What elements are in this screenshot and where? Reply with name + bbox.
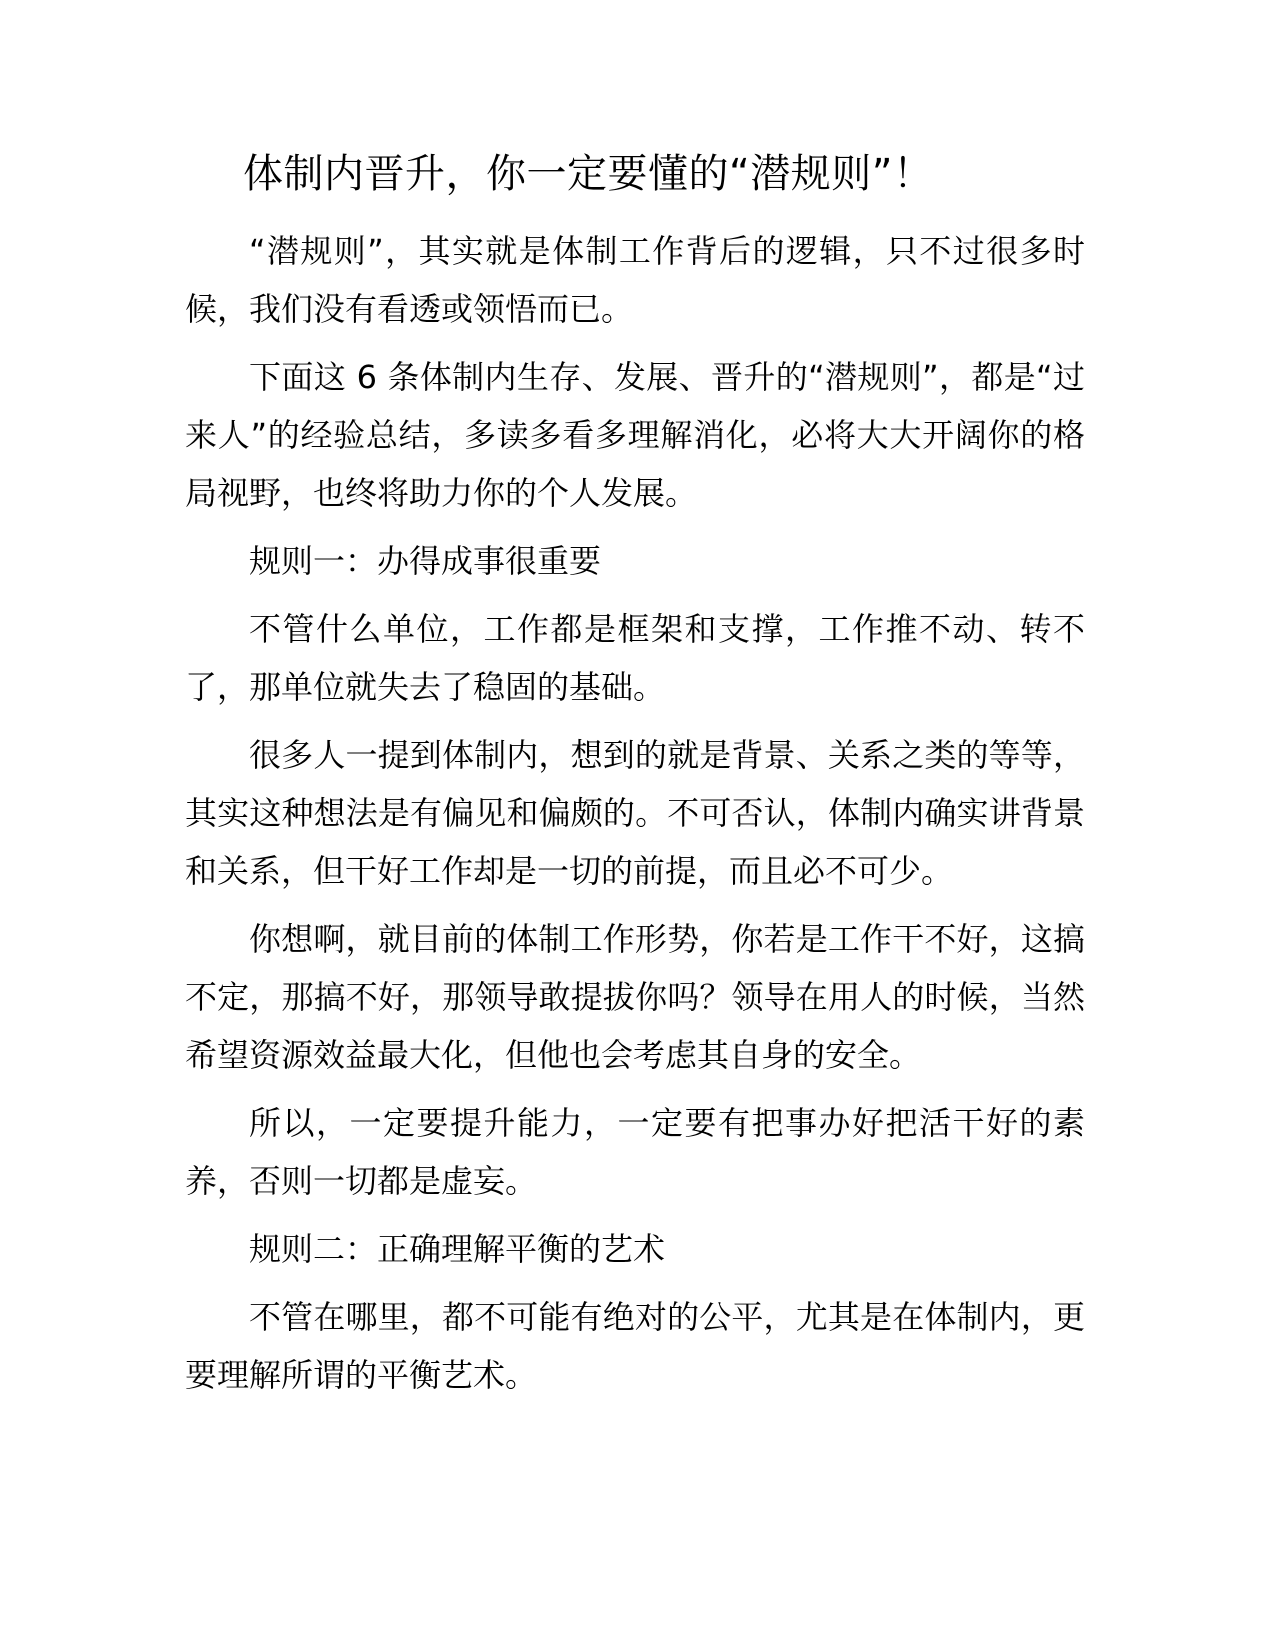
document-title: 体制内晋升，你一定要懂的“潜规则”！ <box>243 151 934 197</box>
paragraph-intro: “潜规则”，其实就是体制工作背后的逻辑，只不过很多时候，我们没有看透或领悟而已。 <box>185 232 1085 328</box>
paragraph-rule-one-2: 很多人一提到体制内，想到的就是背景、关系之类的等等，其实这种想法是有偏见和偏颇的。不可否认，体制内确实讲背景和关系，但干好工作却是一切的前提，而且必不可少。 <box>185 736 1085 890</box>
rule-one-heading: 规则一：办得成事很重要 <box>249 542 602 580</box>
paragraph-overview: 下面这 6 条体制内生存、发展、晋升的“潜规则”，都是“过来人”的经验总结，多读多看多理解消化，必将大大开阔你的格局视野，也终将助力你的个人发展。 <box>185 358 1085 512</box>
document-page <box>185 140 1085 1414</box>
rule-two-heading: 规则二：正确理解平衡的艺术 <box>249 1230 666 1268</box>
paragraph-rule-two-1: 不管在哪里，都不可能有绝对的公平，尤其是在体制内，更要理解所谓的平衡艺术。 <box>185 1298 1085 1394</box>
paragraph-rule-one-3: 你想啊，就目前的体制工作形势，你若是工作干不好，这搞不定，那搞不好，那领导敢提拔你吗？领导在用人的时候，当然希望资源效益最大化，但他也会考虑其自身的安全。 <box>185 920 1085 1074</box>
paragraph-rule-one-1: 不管什么单位，工作都是框架和支撑，工作推不动、转不了，那单位就失去了稳固的基础。 <box>185 610 1085 706</box>
paragraph-rule-one-4: 所以，一定要提升能力，一定要有把事办好把活干好的素养，否则一切都是虚妄。 <box>185 1104 1085 1200</box>
